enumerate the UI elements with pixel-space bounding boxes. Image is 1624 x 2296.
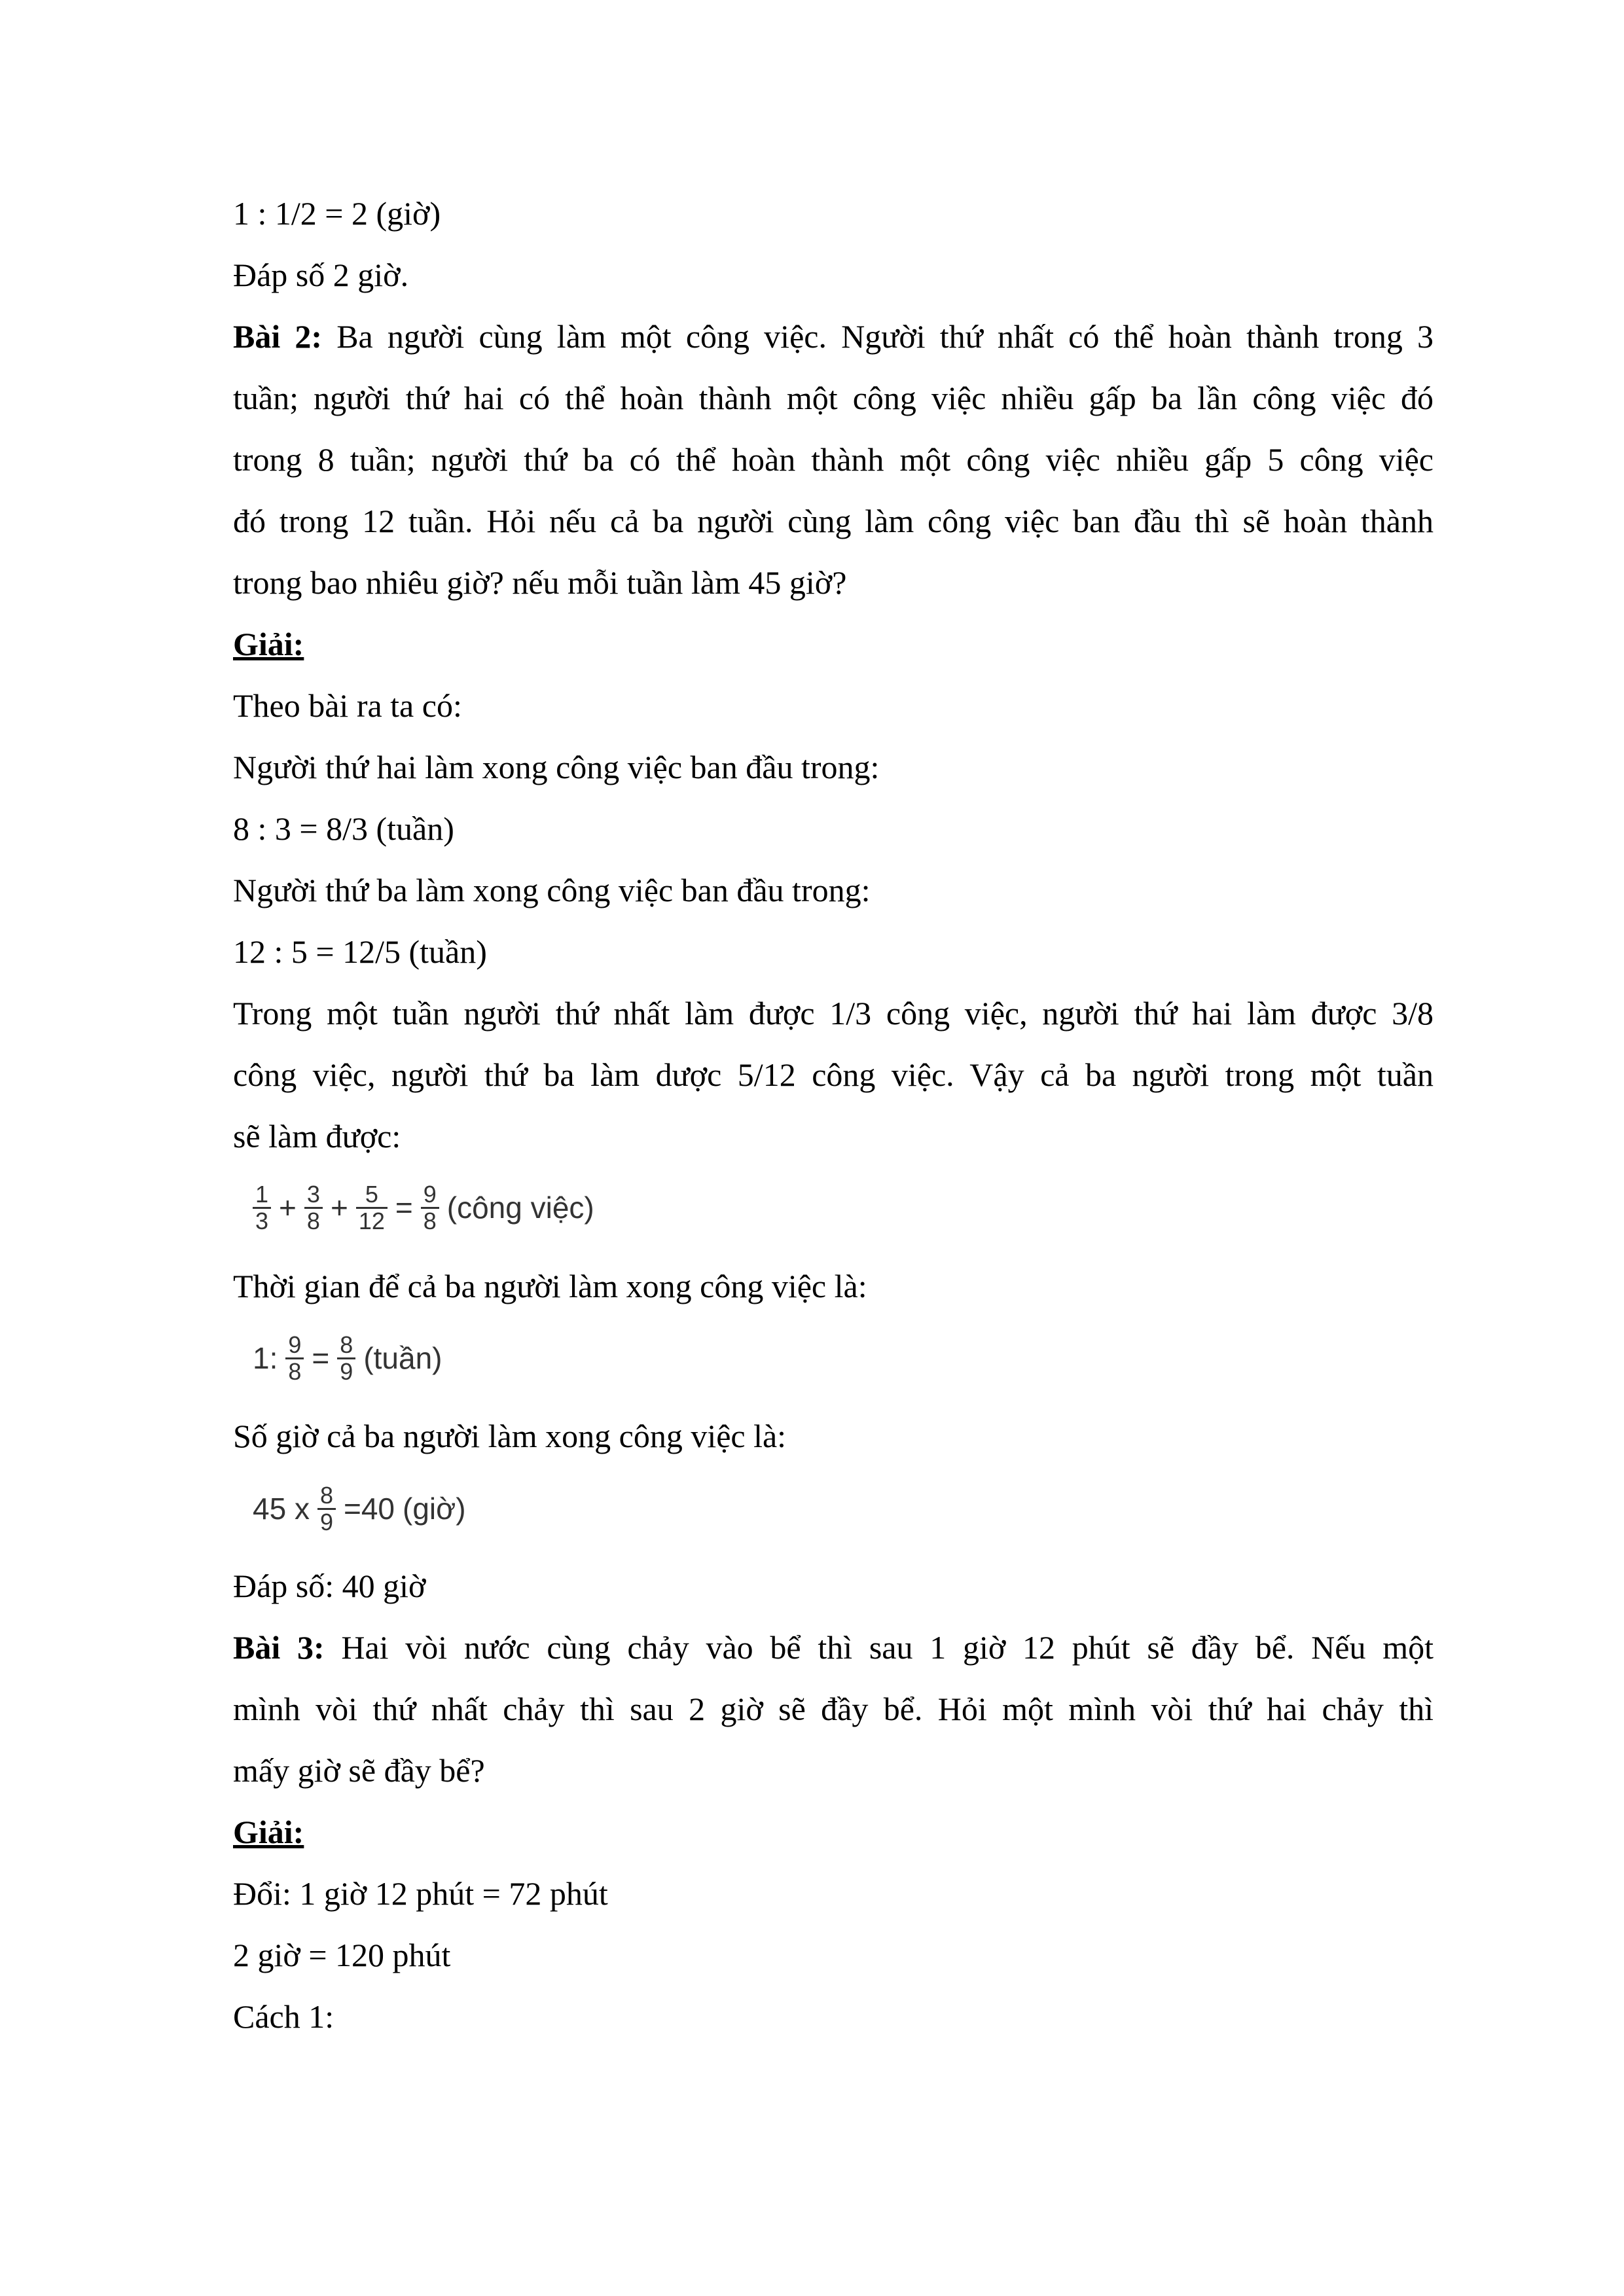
solution-heading: Giải:: [233, 1814, 304, 1850]
exercise-3-label: Bài 3:: [233, 1629, 325, 1666]
formula-hours: 45 x $\frac{8}{9}$ =40 (giờ): [253, 1481, 466, 1535]
exercise-2-line: đó trong 12 tuần. Hỏi nếu cả ba người cùng làm công việc ban đầu thì sẽ hoàn thành: [233, 503, 1434, 539]
solution-heading: Giải:: [233, 626, 304, 662]
solution-line: Theo bài ra ta có:: [233, 687, 462, 724]
solution-line: sẽ làm được:: [233, 1118, 401, 1155]
solution-line: Trong một tuần người thứ nhất làm được 1/3 công việc, người thứ hai làm được 3/8: [233, 995, 1434, 1031]
solution-line: Người thứ ba làm xong công việc ban đầu trong:: [233, 872, 871, 908]
exercise-3-line: mấy giờ sẽ đầy bể?: [233, 1752, 485, 1789]
answer-line: Đáp số: 40 giờ: [233, 1568, 426, 1604]
exercise-2-line: trong 8 tuần; người thứ ba có thể hoàn thành một công việc nhiều gấp 5 công việc: [233, 441, 1434, 478]
solution-line: Cách 1:: [233, 1998, 334, 2035]
exercise-2-line: tuần; người thứ hai có thể hoàn thành một công việc nhiều gấp ba lần công việc đó: [233, 380, 1434, 416]
solution-line: 12 : 5 = 12/5 (tuần): [233, 933, 487, 970]
exercise-3-line: mình vòi thứ nhất chảy thì sau 2 giờ sẽ đầy bể. Hỏi một mình vòi thứ hai chảy thì: [233, 1691, 1434, 1727]
exercise-2-label: Bài 2:: [233, 318, 323, 355]
formula-sum-fractions: $\frac{1}{3}$ + $\frac{3}{8}$ + $\frac{5}{12}$ = $\frac{9}{8}$ (công việc): [249, 1172, 598, 1244]
solution-line: công việc, người thứ ba làm dược 5/12 công việc. Vậy cả ba người trong một tuần: [233, 1056, 1434, 1093]
exercise-2-line: Bài 2: Ba người cùng làm một công việc. Người thứ nhất có thể hoàn thành trong 3: [233, 318, 1434, 355]
text-line: 1 : 1/2 = 2 (giờ): [233, 195, 441, 232]
solution-line: Số giờ cả ba người làm xong công việc là:: [233, 1418, 787, 1454]
solution-line: Thời gian để cả ba người làm xong công việc là:: [233, 1268, 867, 1304]
solution-line: Đổi: 1 giờ 12 phút = 72 phút: [233, 1875, 608, 1912]
exercise-2-line: trong bao nhiêu giờ? nếu mỗi tuần làm 45 giờ?: [233, 564, 847, 601]
exercise-3-line: Bài 3: Hai vòi nước cùng chảy vào bể thì sau 1 giờ 12 phút sẽ đầy bể. Nếu một: [233, 1629, 1434, 1666]
solution-line: 8 : 3 = 8/3 (tuần): [233, 810, 454, 847]
solution-line: Người thứ hai làm xong công việc ban đầu trong:: [233, 749, 880, 785]
formula-time-weeks: 1: $\frac{9}{8}$ = $\frac{8}{9}$ (tuần): [253, 1331, 442, 1385]
text-line: Đáp số 2 giờ.: [233, 257, 409, 293]
solution-line: 2 giờ = 120 phút: [233, 1937, 451, 1973]
